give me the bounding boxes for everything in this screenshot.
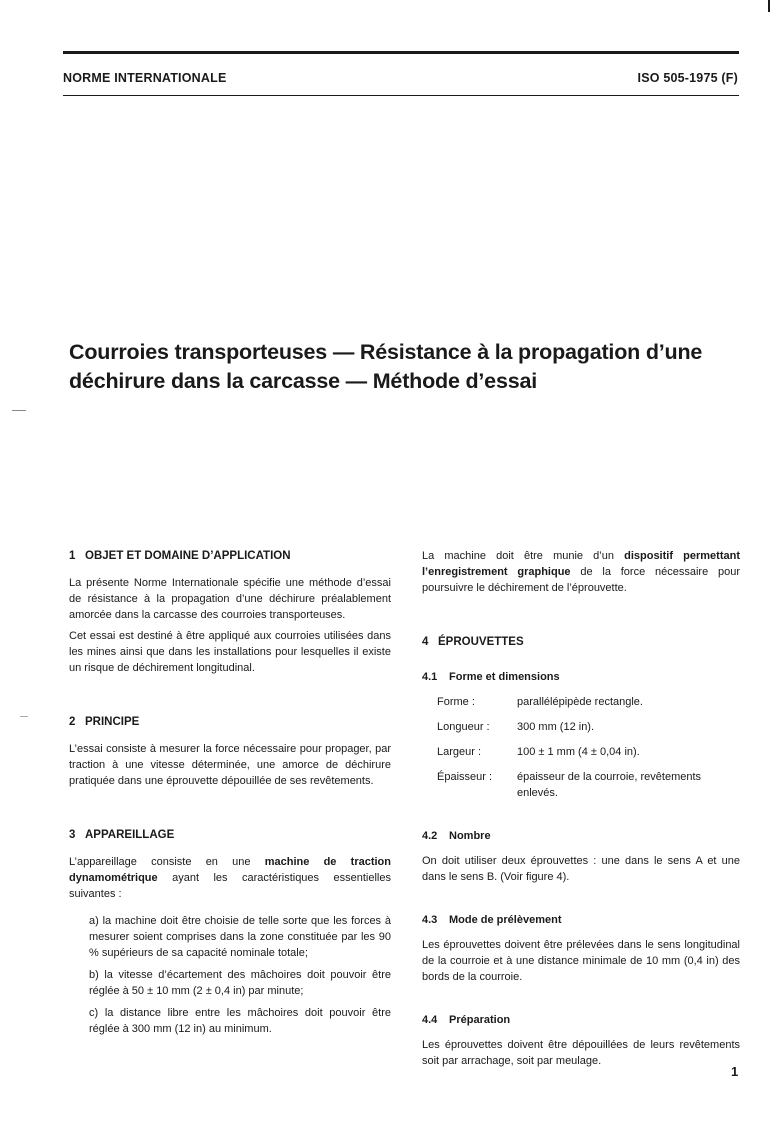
subsection-4-1-heading [422,669,740,685]
scan-speck [20,716,28,717]
section-number: 1 [69,550,76,562]
bold-term: dispositif permettant l’enregistrement graphique [422,550,740,578]
text-run: de la force nécessaire pour poursuivre le déchirement de l’éprouvette. [422,566,741,594]
text-run: La machine doit être munie d’un [422,550,625,562]
subsection-number: 4.3 [422,914,438,926]
document-title [69,338,759,396]
list-item: b) la vitesse d’écartement des mâchoires doit pouvoir être réglée à 50 ± 10 mm (2 ± 0,4 in) par minute; [89,969,391,997]
subsection-4-4-paragraph: Les éprouvettes doivent être dépouillées de leurs revêtements soit par arrachage, soit par meulage. [422,1039,740,1067]
section-2-heading [69,714,391,730]
section-title: OBJET ET DOMAINE D’APPLICATION [85,550,291,562]
subsection-4-2-heading [422,828,740,844]
list-item: a) la machine doit être choisie de telle sorte que les forces à mesurer soient comprises dans la zone constituée par les 90 % supérieurs de sa capacité nominale totale; [89,915,391,959]
dimension-label: Forme : [437,696,475,708]
right-column [422,548,740,1074]
title-line-1: Courroies transporteuses — Résistance à la propagation d’une [69,340,703,364]
header-standard-number: ISO 505-1975 (F) [637,71,738,85]
table-row [437,694,740,719]
table-row [437,719,740,744]
list-item: c) la distance libre entre les mâchoires doit pouvoir être réglée à 300 mm (12 in) au minimum. [89,1007,391,1035]
text-run: L’appareillage consiste en une [69,856,265,868]
header-rule [63,95,739,96]
text-run: ayant les caractéristiques essentielles suivantes : [69,872,391,900]
section-4-heading [422,634,740,650]
scan-speck [12,410,26,411]
scan-edge-mark [768,0,770,12]
table-row [437,744,740,769]
subsection-4-3-heading [422,912,740,928]
bold-term: machine de traction dynamométrique [69,856,391,884]
subsection-number: 4.1 [422,671,438,683]
subsection-title: Nombre [449,830,491,842]
section-1-heading [69,548,391,564]
header-standard-type: NORME INTERNATIONALE [63,71,227,85]
page-number: 1 [731,1064,739,1079]
section-3-heading [69,827,391,843]
subsection-4-4-heading [422,1012,740,1028]
section-number: 3 [69,829,76,841]
subsection-number: 4.4 [422,1014,438,1026]
subsection-4-3-paragraph: Les éprouvettes doivent être prélevées dans le sens longitudinal de la courroie et à une distance minimale de 10 mm (0,4 in) des bords de la courroie. [422,939,740,983]
section-2-paragraph: L’essai consiste à mesurer la force nécessaire pour propager, par traction à une vitesse déterminée, une amorce de déchirure pratiquée dans une éprouvette dépouillée de ses revêtements. [69,743,391,787]
section-title: APPAREILLAGE [85,829,175,841]
dimension-value: 300 mm (12 in). [517,721,595,733]
section-title: ÉPROUVETTES [438,636,524,648]
section-3-continuation [422,548,740,596]
section-1-paragraph-1: La présente Norme Internationale spécifie une méthode d’essai de résistance à la propagation d’une déchirure préalablement amorcée dans la carcasse des courroies transporteuses. [69,577,391,621]
section-number: 4 [422,636,429,648]
subsection-title: Mode de prélèvement [449,914,562,926]
table-row [437,769,740,810]
title-line-2: déchirure dans la carcasse — Méthode d’essai [69,369,537,393]
dimension-value: 100 ± 1 mm (4 ± 0,04 in). [517,746,640,758]
subsection-4-2-paragraph: On doit utiliser deux éprouvettes : une dans le sens A et une dans le sens B. (Voir figure 4). [422,855,740,883]
section-3-intro [69,854,391,902]
requirements-list [69,913,391,1037]
section-number: 2 [69,716,76,728]
section-1-paragraph-2: Cet essai est destiné à être appliqué aux courroies utilisées dans les mines ainsi que dans les installations pour lesquelles il existe un risque de déchirement longitudinal. [69,630,391,674]
subsection-title: Forme et dimensions [449,671,560,683]
dimensions-table [437,694,740,810]
dimension-label: Longueur : [437,721,490,733]
left-column [69,548,391,1043]
top-rule [63,51,739,54]
subsection-title: Préparation [449,1014,511,1026]
dimension-value: épaisseur de la courroie, revêtements enlevés. [517,771,702,799]
dimension-label: Largeur : [437,746,482,758]
section-title: PRINCIPE [85,716,140,728]
subsection-number: 4.2 [422,830,438,842]
dimension-value: parallélépipède rectangle. [517,696,643,708]
dimension-label: Épaisseur : [437,771,493,783]
